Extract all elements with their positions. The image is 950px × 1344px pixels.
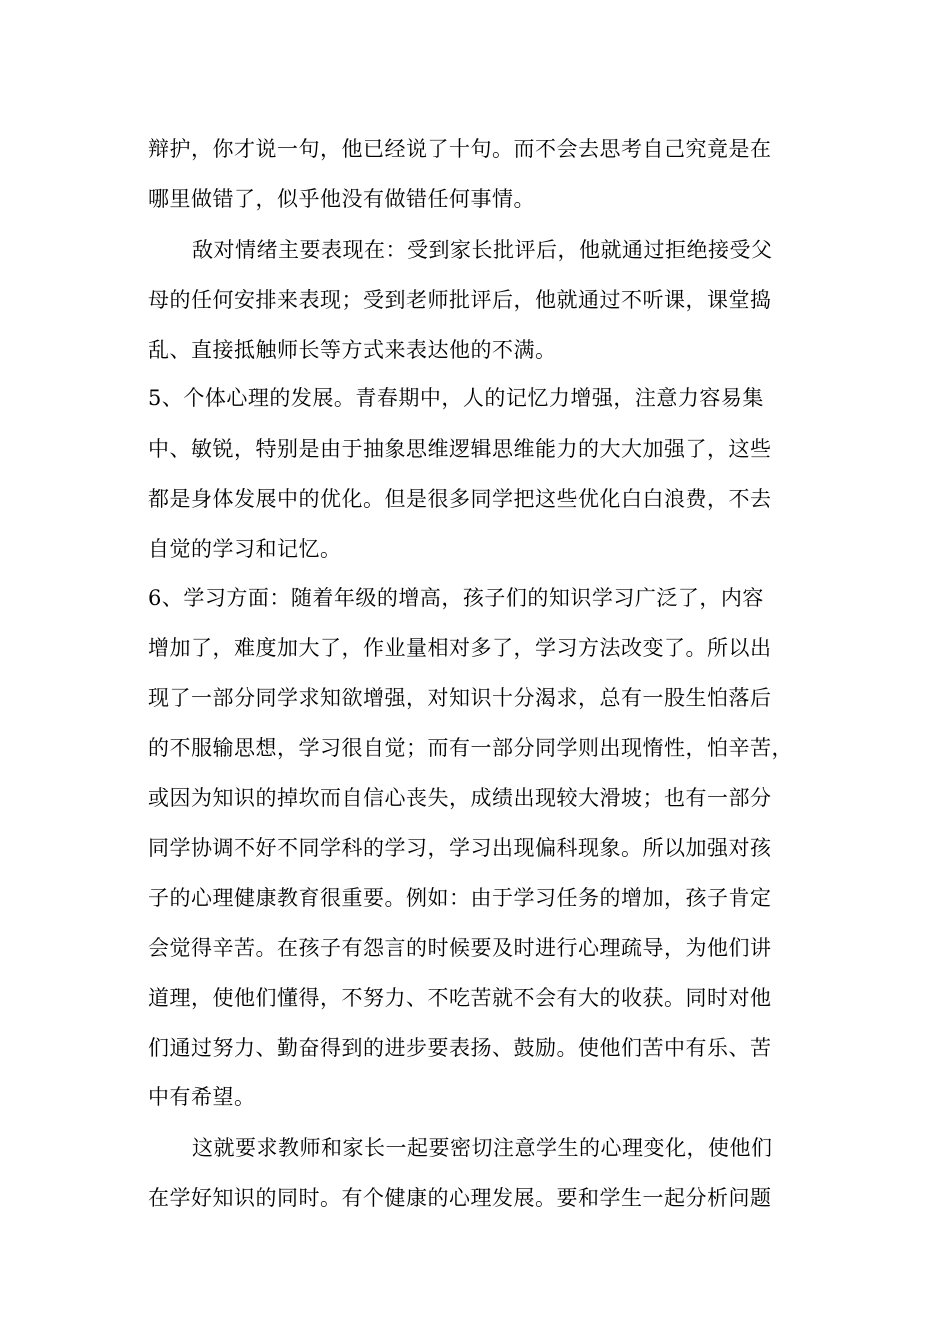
- text-line: 增加了，难度加大了，作业量相对多了，学习方法改变了。所以出: [148, 636, 772, 660]
- text-line: 会觉得辛苦。在孩子有怨言的时候要及时进行心理疏导，为他们讲: [148, 936, 772, 960]
- text-line: 在学好知识的同时。有个健康的心理发展。要和学生一起分析问题: [148, 1186, 772, 1210]
- paragraph-first-line: 这就要求教师和家长一起要密切注意学生的心理变化，使他们: [192, 1136, 773, 1160]
- paragraph-first-line: 敌对情绪主要表现在：受到家长批评后，他就通过拒绝接受父: [192, 238, 773, 262]
- numbered-item-5: 5、个体心理的发展。青春期中，人的记忆力增强，注意力容易集: [148, 386, 764, 410]
- text-line: 中有希望。: [148, 1085, 256, 1109]
- text-line: 道理，使他们懂得，不努力、不吃苦就不会有大的收获。同时对他: [148, 986, 772, 1010]
- text-line: 母的任何安排来表现；受到老师批评后，他就通过不听课，课堂捣: [148, 288, 772, 312]
- numbered-item-6: 6、学习方面：随着年级的增高，孩子们的知识学习广泛了，内容: [148, 586, 764, 610]
- text-line: 们通过努力、勤奋得到的进步要表扬、鼓励。使他们苦中有乐、苦: [148, 1036, 772, 1060]
- text-line: 自觉的学习和记忆。: [148, 537, 342, 561]
- text-line: 子的心理健康教育很重要。例如：由于学习任务的增加，孩子肯定: [148, 886, 772, 910]
- text-line: 现了一部分同学求知欲增强，对知识十分渴求，总有一股生怕落后: [148, 686, 772, 710]
- text-line: 都是身体发展中的优化。但是很多同学把这些优化白白浪费，不去: [148, 487, 772, 511]
- text-line: 哪里做错了，似乎他没有做错任何事情。: [148, 187, 535, 211]
- text-line: 辩护，你才说一句，他已经说了十句。而不会去思考自己究竟是在: [148, 137, 772, 161]
- text-line: 乱、直接抵触师长等方式来表达他的不满。: [148, 338, 557, 362]
- text-line: 同学协调不好不同学科的学习，学习出现偏科现象。所以加强对孩: [148, 836, 772, 860]
- text-line: 的不服输思想，学习很自觉；而有一部分同学则出现惰性，怕辛苦，: [148, 736, 793, 760]
- text-line: 中、敏锐，特别是由于抽象思维逻辑思维能力的大大加强了，这些: [148, 437, 772, 461]
- text-line: 或因为知识的掉坎而自信心丧失，成绩出现较大滑坡；也有一部分: [148, 786, 772, 810]
